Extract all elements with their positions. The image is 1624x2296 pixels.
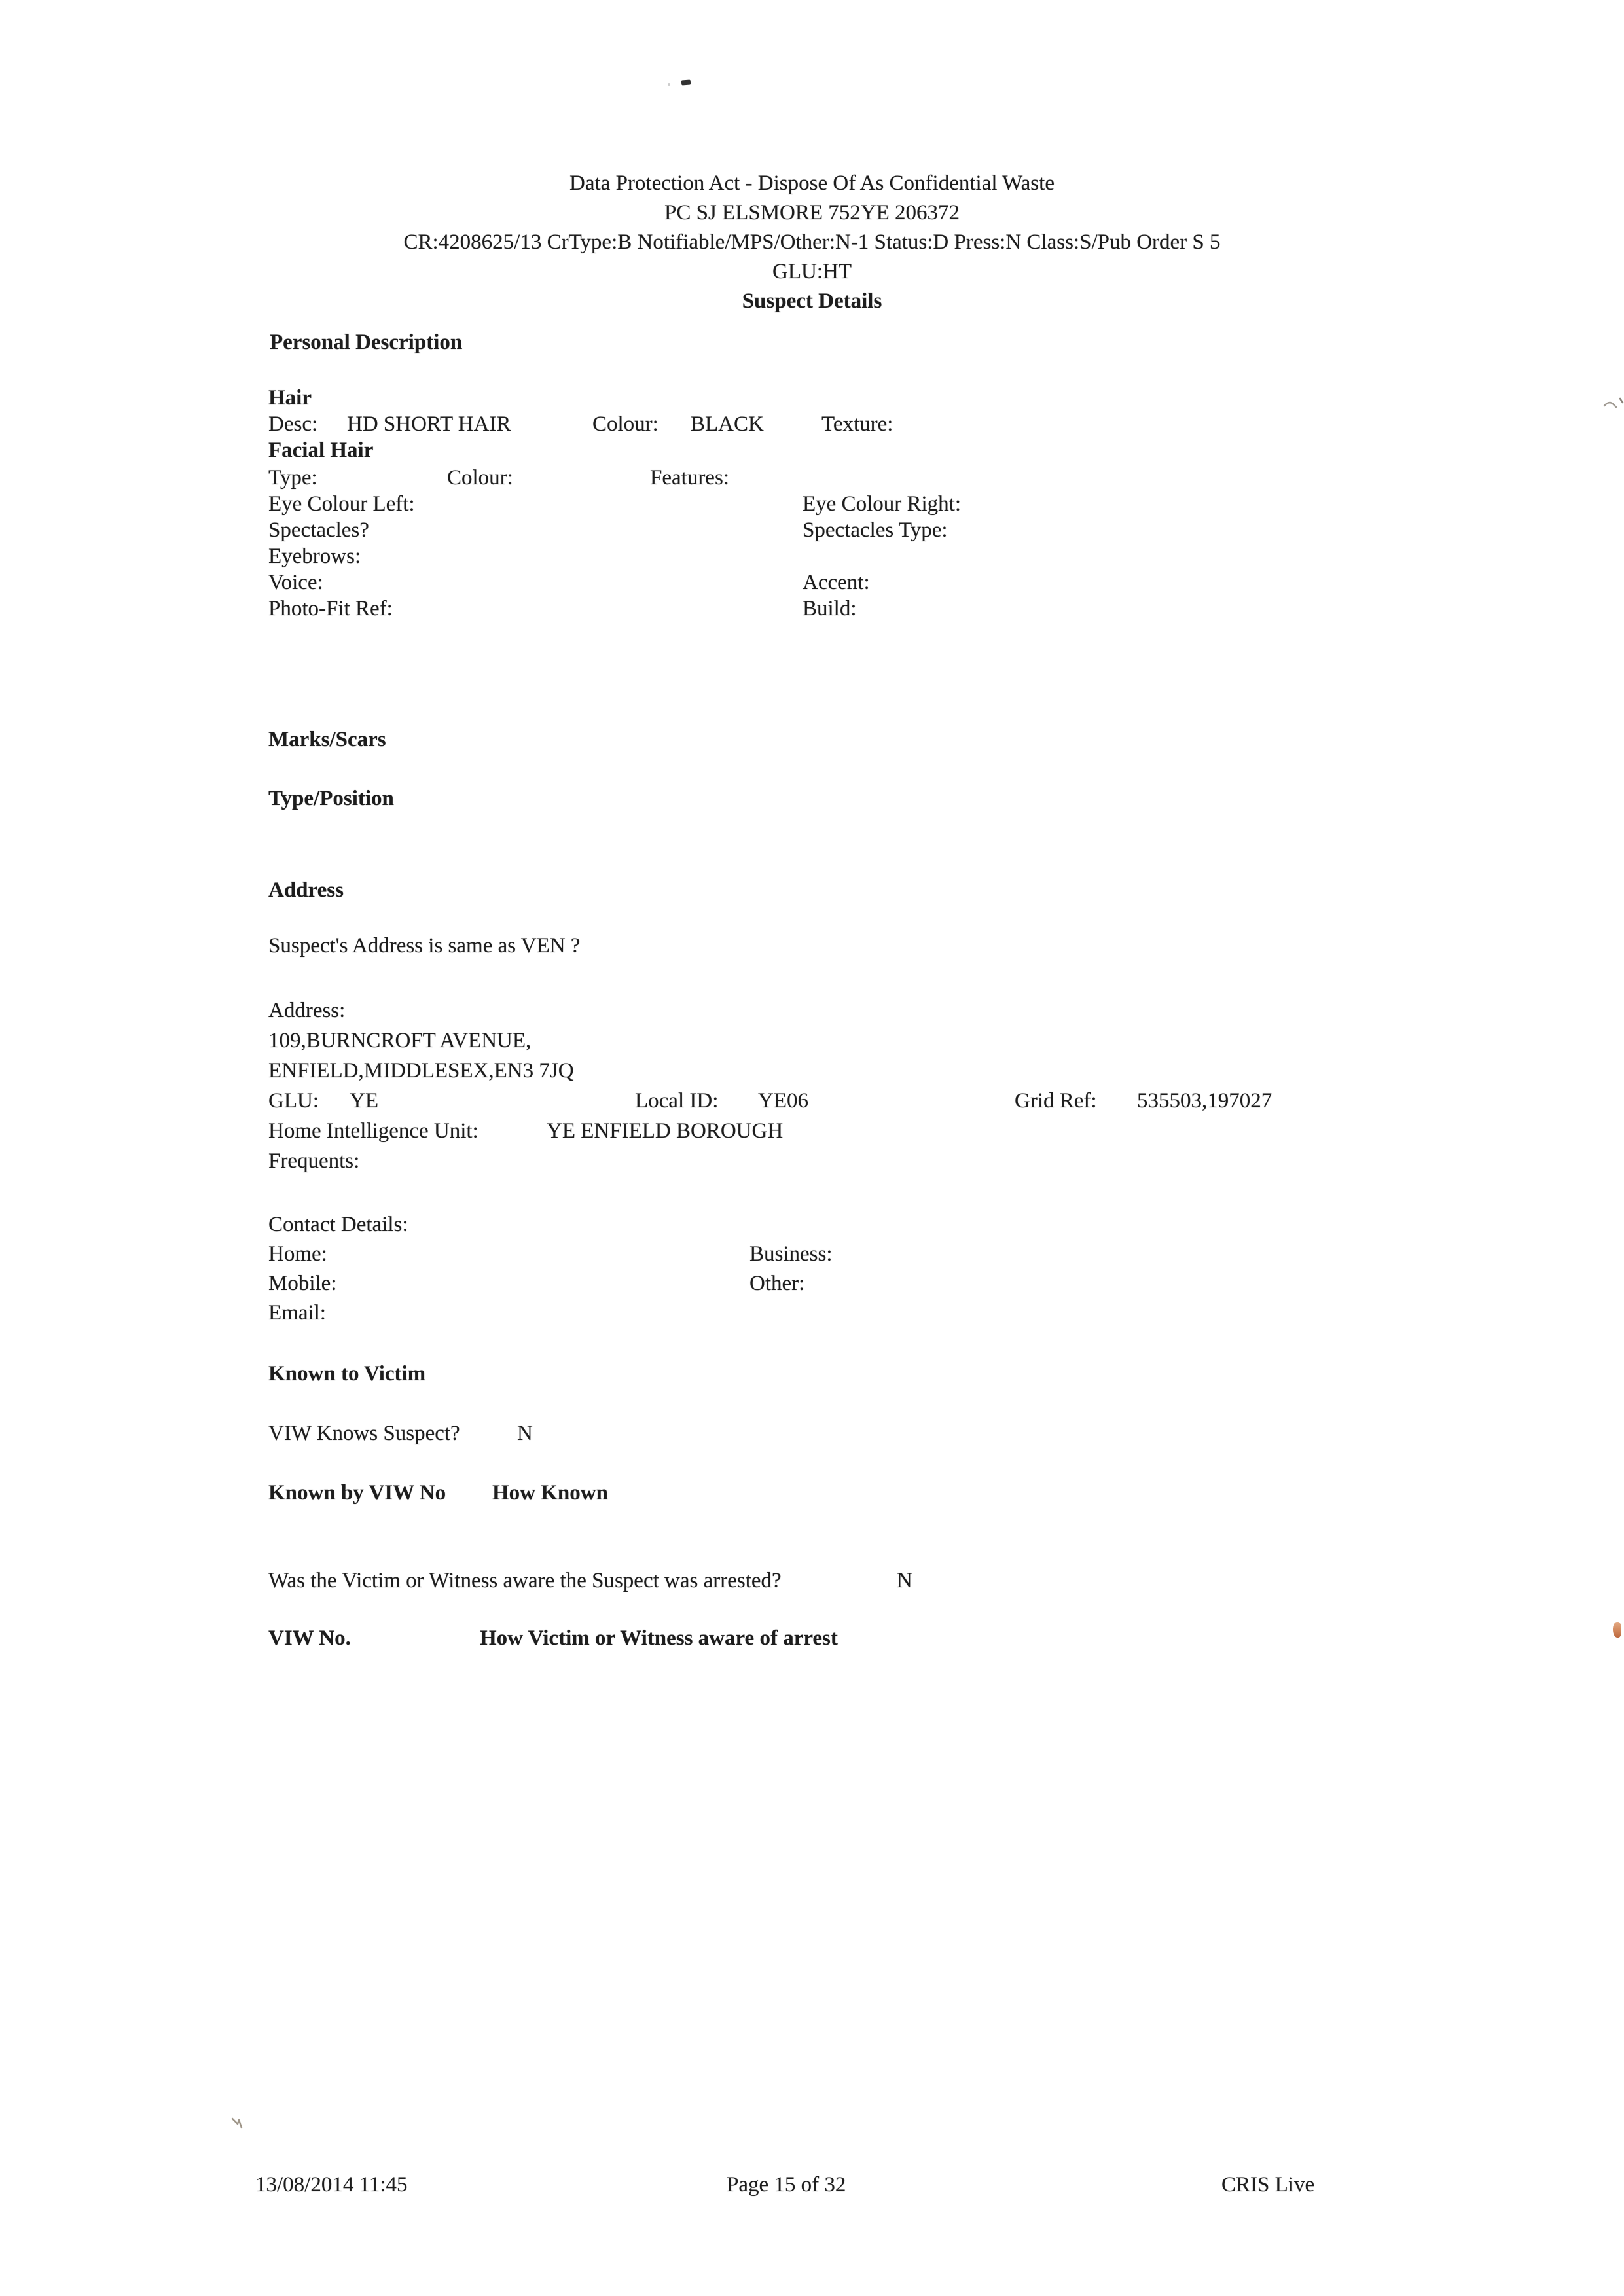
photofit-ref-label: Photo-Fit Ref: bbox=[268, 597, 393, 620]
spectacles-type-label: Spectacles Type: bbox=[803, 518, 948, 542]
grid-ref-label: Grid Ref: bbox=[1015, 1089, 1097, 1113]
hair-colour-value: BLACK bbox=[691, 412, 764, 436]
how-aware-column-header: How Victim or Witness aware of arrest bbox=[480, 1626, 838, 1650]
scan-artifact-orange-speck bbox=[1613, 1622, 1621, 1638]
glu-value: YE bbox=[350, 1089, 378, 1113]
contact-home-label: Home: bbox=[268, 1242, 327, 1266]
viw-knows-suspect-label: VIW Knows Suspect? bbox=[268, 1422, 460, 1445]
how-known-column-header: How Known bbox=[492, 1481, 608, 1505]
crime-reference-line: CR:4208625/13 CrType:B Notifiable/MPS/Other:N-1 Status:D Press:N Class:S/Pub Order S 5 bbox=[403, 230, 1221, 254]
hair-texture-label: Texture: bbox=[821, 412, 893, 436]
home-intelligence-unit-value: YE ENFIELD BOROUGH bbox=[547, 1119, 784, 1143]
address-heading: Address bbox=[268, 878, 344, 902]
spectacles-label: Spectacles? bbox=[268, 518, 369, 542]
aware-of-arrest-question: Was the Victim or Witness aware the Suspect was arrested? bbox=[268, 1569, 782, 1592]
local-id-value: YE06 bbox=[758, 1089, 808, 1113]
eye-colour-right-label: Eye Colour Right: bbox=[803, 492, 961, 516]
dpa-disposal-notice: Data Protection Act - Dispose Of As Confidential Waste bbox=[569, 171, 1055, 195]
accent-label: Accent: bbox=[803, 571, 870, 594]
type-position-heading: Type/Position bbox=[268, 787, 394, 810]
eyebrows-label: Eyebrows: bbox=[268, 545, 361, 568]
contact-details-heading: Contact Details: bbox=[268, 1213, 408, 1236]
glu-code-line: GLU:HT bbox=[772, 260, 852, 283]
viw-knows-suspect-value: N bbox=[517, 1422, 533, 1445]
known-to-victim-heading: Known to Victim bbox=[268, 1362, 426, 1386]
build-label: Build: bbox=[803, 597, 857, 620]
footer-page-number: Page 15 of 32 bbox=[727, 2173, 846, 2197]
local-id-label: Local ID: bbox=[635, 1089, 719, 1113]
footer-print-datetime: 13/08/2014 11:45 bbox=[255, 2173, 408, 2197]
scan-artifact-squiggle-right bbox=[1602, 395, 1624, 412]
glu-label: GLU: bbox=[268, 1089, 319, 1113]
viw-no-column-header: VIW No. bbox=[268, 1626, 351, 1650]
voice-label: Voice: bbox=[268, 571, 323, 594]
report-section-title: Suspect Details bbox=[742, 289, 882, 313]
known-by-viw-column-header: Known by VIW No bbox=[268, 1481, 446, 1505]
contact-email-label: Email: bbox=[268, 1301, 326, 1325]
facial-hair-heading: Facial Hair bbox=[268, 439, 374, 462]
footer-system-name: CRIS Live bbox=[1221, 2173, 1315, 2197]
address-line-1: 109,BURNCROFT AVENUE, bbox=[268, 1029, 532, 1052]
facial-features-label: Features: bbox=[650, 466, 729, 490]
hair-desc-value: HD SHORT HAIR bbox=[347, 412, 511, 436]
grid-ref-value: 535503,197027 bbox=[1137, 1089, 1272, 1113]
scan-artifact-squiggle-bottom-left bbox=[230, 2115, 247, 2131]
eye-colour-left-label: Eye Colour Left: bbox=[268, 492, 415, 516]
personal-description-heading: Personal Description bbox=[270, 331, 463, 354]
address-label: Address: bbox=[268, 999, 346, 1022]
contact-mobile-label: Mobile: bbox=[268, 1272, 337, 1295]
aware-of-arrest-value: N bbox=[897, 1569, 912, 1592]
officer-id-line: PC SJ ELSMORE 752YE 206372 bbox=[664, 201, 960, 224]
scan-artifact-dash bbox=[681, 80, 691, 86]
home-intelligence-unit-label: Home Intelligence Unit: bbox=[268, 1119, 478, 1143]
contact-other-label: Other: bbox=[749, 1272, 805, 1295]
frequents-label: Frequents: bbox=[268, 1149, 360, 1173]
facial-type-label: Type: bbox=[268, 466, 317, 490]
address-line-2: ENFIELD,MIDDLESEX,EN3 7JQ bbox=[268, 1059, 574, 1083]
marks-scars-heading: Marks/Scars bbox=[268, 728, 386, 751]
hair-heading: Hair bbox=[268, 386, 312, 410]
scan-artifact-dot bbox=[668, 83, 670, 86]
hair-desc-label: Desc: bbox=[268, 412, 318, 436]
facial-colour-label: Colour: bbox=[447, 466, 513, 490]
contact-business-label: Business: bbox=[749, 1242, 833, 1266]
hair-colour-label: Colour: bbox=[592, 412, 659, 436]
address-same-as-ven: Suspect's Address is same as VEN ? bbox=[268, 934, 581, 958]
